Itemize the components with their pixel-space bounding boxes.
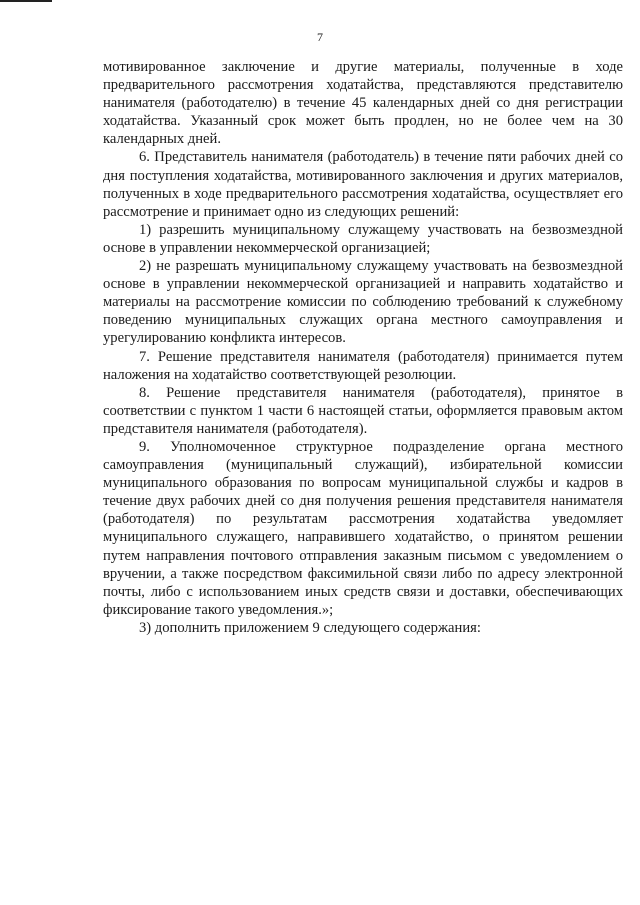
- paragraph-item-7: 7. Решение представителя нанимателя (работодателя) принимается путем наложения на ходатайство соответствующей резолюции.: [103, 348, 623, 383]
- paragraph-decision-1: 1) разрешить муниципальному служащему участвовать на безвозмездной основе в управлении некоммерческой организацией;: [103, 221, 623, 256]
- paragraph-item-8: 8. Решение представителя нанимателя (работодателя), принятое в соответствии с пунктом 1 части 6 настоящей статьи, оформляется правовым актом представителя нанимателя (работодателя).: [103, 384, 623, 437]
- paragraph-continuation: мотивированное заключение и другие материалы, полученные в ходе предварительного рассмотрения ходатайства, представляются представителю нанимателя (работодателю) в течение 45 календарных дней со дня регистрации ходатайства. Указанный срок может быть продлен, но не более чем на 30 календарных дней.: [103, 59, 623, 148]
- paragraph-item-9: 9. Уполномоченное структурное подразделение органа местного самоуправления (муниципальный служащий), избирательной комиссии муниципального образования по вопросам муниципальной службы и кадров в течение двух рабочих дней со дня получения решения представителя нанимателя (работодателя) по результатам рассмотрения ходатайства уведомляет муниципального служащего, направившего ходатайство, о принятом решении путем направления почтового отправления заказным письмом с уведомлением о вручении, а также посредством факсимильной связи либо по адресу электронной почты, либо с использованием иных средств связи и доставки, обеспечивающих фиксирование такого уведомления.»;: [103, 438, 623, 618]
- document-body: [103, 58, 623, 637]
- paragraph-amendment-3: 3) дополнить приложением 9 следующего содержания:: [139, 619, 481, 636]
- scan-corner-mark: [0, 0, 52, 2]
- paragraph-decision-2: 2) не разрешать муниципальному служащему участвовать на безвозмездной основе в управлении некоммерческой организацией и направить ходатайство и материалы на рассмотрение комиссии по соблюдению требований к служебному поведению муниципальных служащих органа местного самоуправления и урегулированию конфликта интересов.: [103, 258, 623, 347]
- page-number: 7: [317, 30, 323, 44]
- paragraph-item-6: 6. Представитель нанимателя (работодатель) в течение пяти рабочих дней со дня поступления ходатайства, мотивированного заключения и других материалов, полученных в ходе предварительного рассмотрения ходатайства, осуществляет его рассмотрение и принимает одно из следующих решений:: [103, 149, 623, 220]
